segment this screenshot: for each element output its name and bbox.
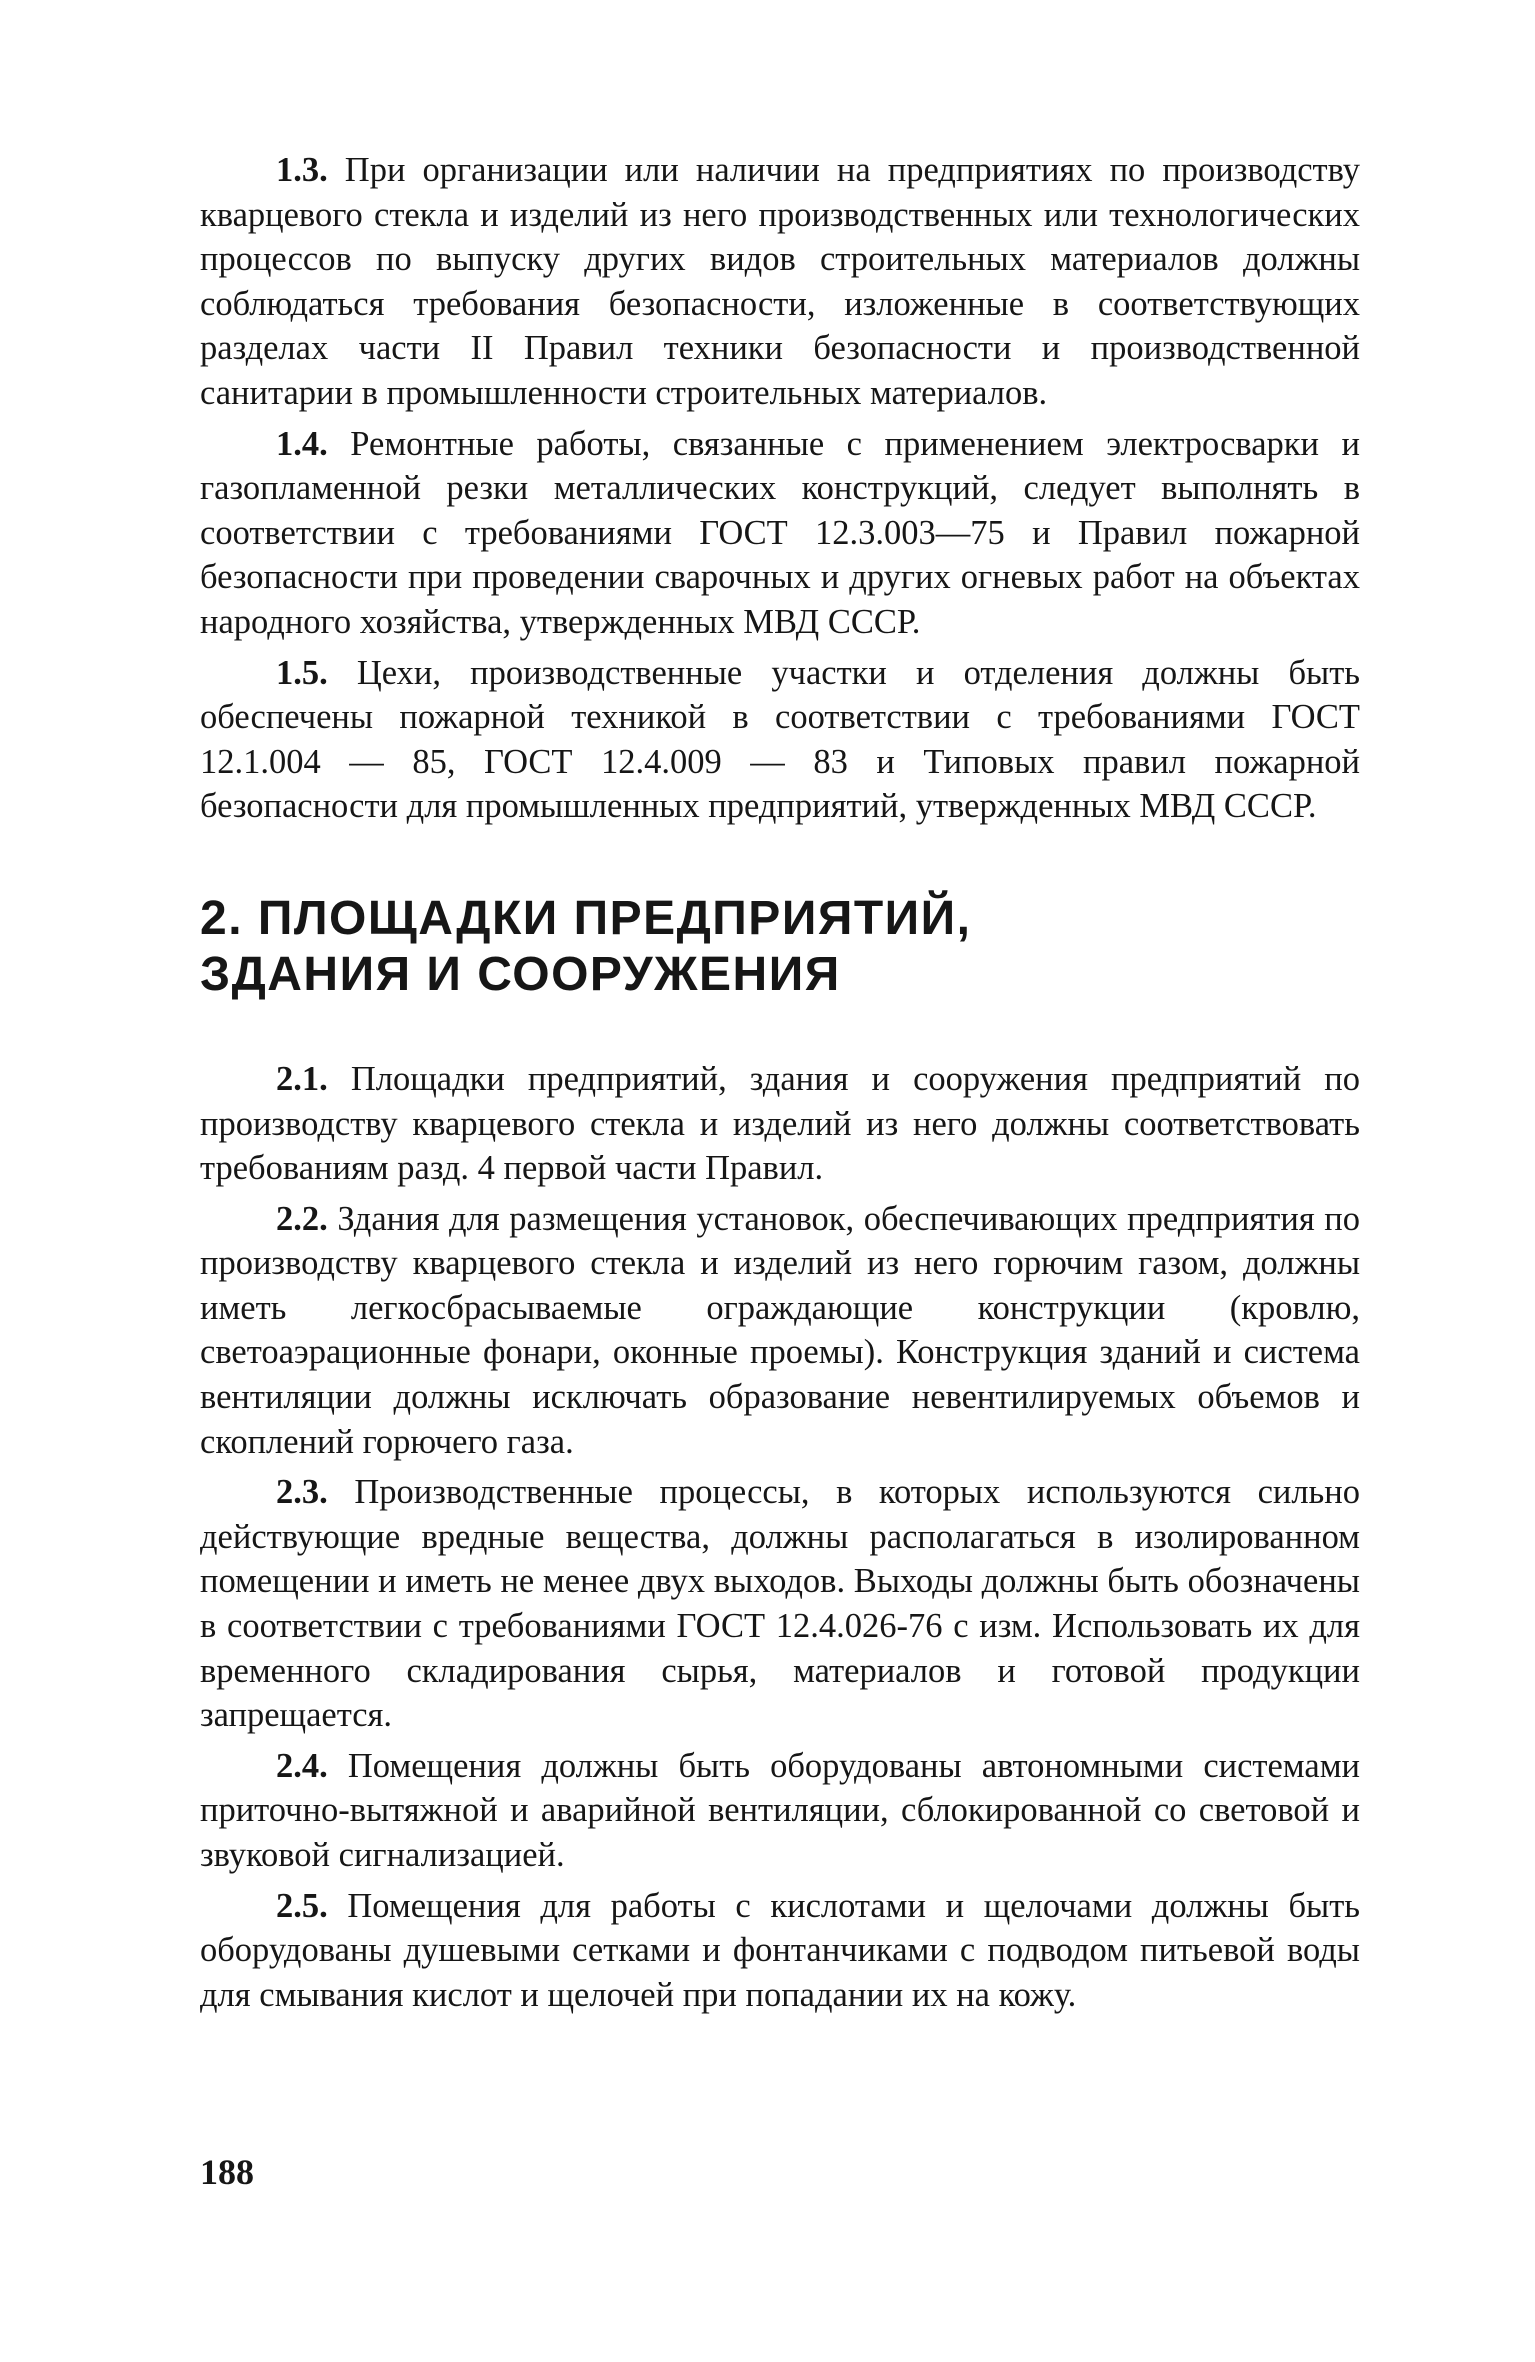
paragraph-text: Производственные процессы, в которых используются сильно действующие вредные вещества, должны располагаться в изолированном помещении и иметь не менее двух выходов. Выходы должны быть обозначены в соответствии с требованиями ГОСТ 12.4.026-76 с изм. Использовать их для временного складирования сырья, материалов и готовой продукции запрещается.: [200, 1473, 1361, 1735]
paragraph-text: Площадки предприятий, здания и сооружения предприятий по производству кварцевого стекла и изделий из него должны соответствовать требованиям разд. 4 первой части Правил.: [200, 1059, 1360, 1188]
paragraph-2-3: [200, 1470, 1360, 1738]
paragraph-number: 2.3.: [276, 1473, 328, 1512]
paragraph-text: Цехи, производственные участки и отделения должны быть обеспечены пожарной техникой в соответствии с требованиями ГОСТ 12.1.004 — 85, ГОСТ 12.4.009 — 83 и Типовых правил пожарной безопасности для промышленных предприятий, утвержденных МВД СССР.: [200, 653, 1361, 826]
section-heading-line-1: 2. ПЛОЩАДКИ ПРЕДПРИЯТИЙ,: [200, 891, 972, 945]
paragraph-number: 2.5.: [276, 1886, 328, 1925]
paragraph-number: 2.1.: [276, 1059, 328, 1098]
paragraph-2-2: [200, 1197, 1360, 1465]
paragraph-text: Помещения для работы с кислотами и щелочами должны быть оборудованы душевыми сетками и фонтанчиками с подводом питьевой воды для смывания кислот и щелочей при попадании их на кожу.: [200, 1886, 1361, 2014]
paragraph-text: Помещения должны быть оборудованы автономными системами приточно-вытяжной и аварийной вентиляции, сблокированной со световой и звуковой сигнализацией.: [200, 1746, 1361, 1874]
paragraph-2-4: [200, 1744, 1360, 1878]
paragraph-number: 1.3.: [276, 151, 328, 189]
paragraph-number: 2.2.: [276, 1199, 328, 1238]
paragraph-number: 1.5.: [276, 653, 328, 692]
paragraph-number: 1.4.: [276, 424, 328, 463]
paragraph-text: Ремонтные работы, связанные с применением электросварки и газопламенной резки металлических конструкций, следует выполнять в соответствии с требованиями ГОСТ 12.3.003—75 и Правил пожарной безопасности при проведении сварочных и других огневых работ на объектах народного хозяйства, утвержденных МВД СССР.: [200, 424, 1361, 641]
paragraph-number: 2.4.: [276, 1746, 328, 1785]
section-heading: [200, 891, 1360, 1003]
paragraph-1-3: [200, 148, 1360, 416]
page-number: 188: [200, 2152, 254, 2192]
paragraph-2-1: [200, 1057, 1360, 1191]
paragraph-text: Здания для размещения установок, обеспечивающих предприятия по производству кварцевого стекла и изделий из него горючим газом, должны иметь легкосбрасываемые ограждающие конструкции (кровлю, светоаэрационные фонари, оконные проемы). Конструкция зданий и система вентиляции должны исключать образование невентилируемых объемов и скоплений горючего газа.: [200, 1199, 1361, 1461]
paragraph-text: При организации или наличии на предприятиях по производству кварцевого стекла и изделий из него производственных или технологических процессов по выпуску других видов строительных материалов должны соблюдаться требования безопасности, изложенные в соответствующих разделах части II Правил техники безопасности и производственной санитарии в промышленности строительных материалов.: [200, 151, 1360, 412]
paragraph-1-4: [200, 422, 1360, 645]
paragraph-2-5: [200, 1884, 1360, 2018]
section-heading-line-2: ЗДАНИЯ И СООРУЖЕНИЯ: [200, 947, 841, 1001]
page-body: [200, 148, 1360, 2017]
paragraph-1-5: [200, 651, 1360, 829]
